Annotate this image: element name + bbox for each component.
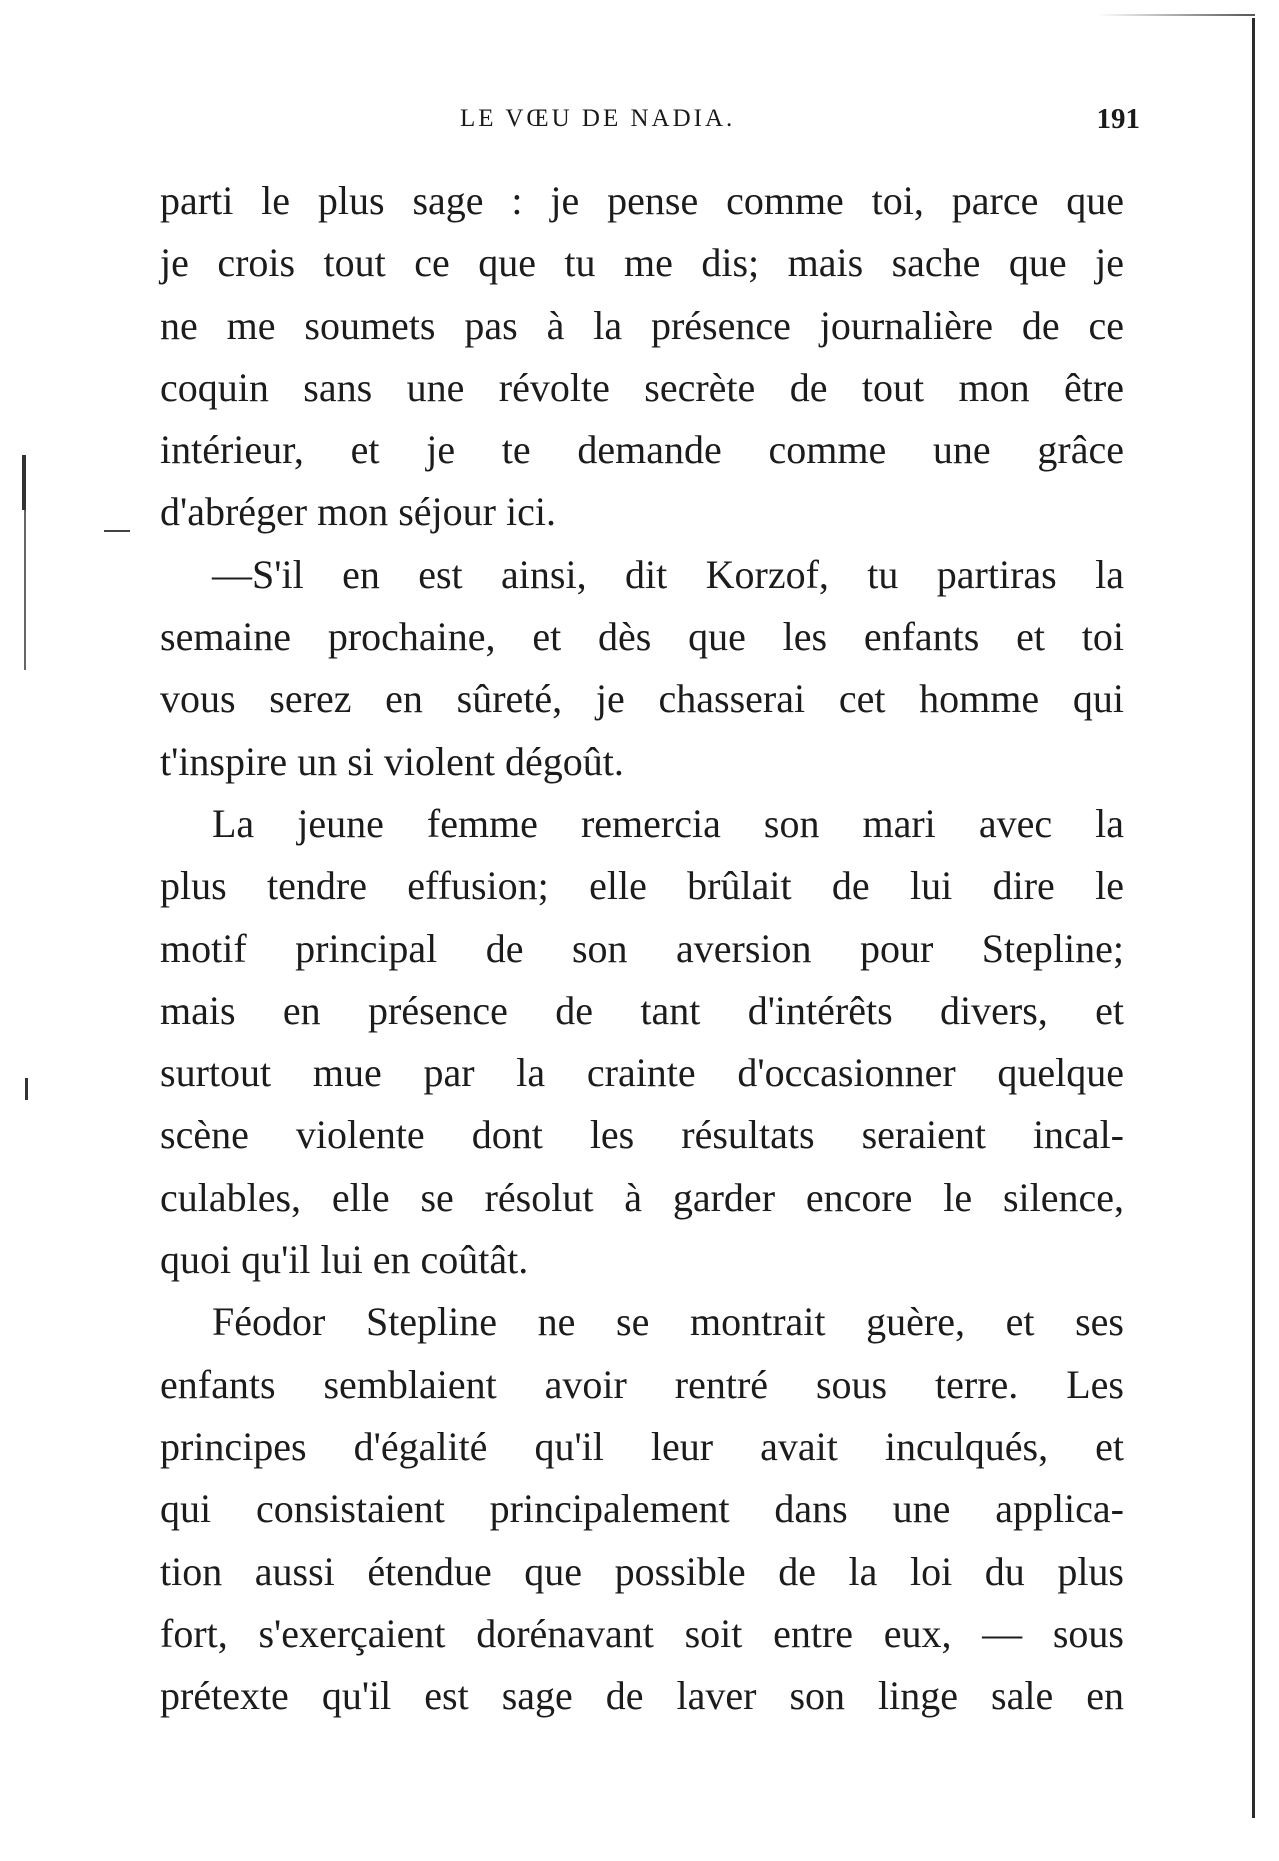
text-line: ne me soumets pas à la présence journalière de ce (160, 302, 1124, 348)
text-line: mais en présence de tant d'intérêts divers, et (160, 987, 1124, 1033)
running-title: LE VŒU DE NADIA. (460, 105, 736, 132)
text-line: coquin sans une révolte secrète de tout mon être (160, 364, 1124, 410)
binding-mark (22, 455, 26, 510)
text-line: scène violente dont les résultats seraient incal- (160, 1112, 1124, 1158)
text-line: La jeune femme remercia son mari avec la (212, 800, 1124, 846)
text-line: principes d'égalité qu'il leur avait inculqués, et (160, 1423, 1124, 1469)
text-line: —S'il en est ainsi, dit Korzof, tu partiras la (212, 551, 1124, 597)
text-line: qui consistaient principalement dans une applica- (160, 1486, 1124, 1532)
text-line: fort, s'exerçaient dorénavant soit entre eux, — sous (160, 1610, 1124, 1656)
binding-mark (24, 510, 26, 670)
page-header (160, 105, 1140, 145)
scan-top-edge (1098, 14, 1255, 16)
text-line: enfants semblaient avoir rentré sous terre. Les (160, 1361, 1124, 1407)
text-line: vous serez en sûreté, je chasserai cet homme qui (160, 676, 1124, 722)
text-line: d'abréger mon séjour ici. (160, 489, 556, 535)
binding-mark (25, 1078, 28, 1100)
body-text (160, 170, 1124, 1727)
binding-mark (104, 530, 130, 532)
text-line: t'inspire un si violent dégoût. (160, 738, 624, 784)
scan-right-edge (1252, 18, 1255, 1818)
text-line: je crois tout ce que tu me dis; mais sache que je (160, 240, 1124, 286)
text-line: motif principal de son aversion pour Stepline; (160, 925, 1124, 971)
text-line: semaine prochaine, et dès que les enfants et toi (160, 614, 1124, 660)
text-line: Féodor Stepline ne se montrait guère, et ses (212, 1299, 1124, 1345)
text-line: intérieur, et je te demande comme une grâce (160, 427, 1124, 473)
text-line: quoi qu'il lui en coûtât. (160, 1237, 529, 1283)
text-line: culables, elle se résolut à garder encore le silence, (160, 1174, 1124, 1220)
text-line: parti le plus sage : je pense comme toi, parce que (160, 178, 1124, 223)
page-number: 191 (1096, 103, 1140, 135)
text-line: prétexte qu'il est sage de laver son linge sale en (160, 1673, 1124, 1719)
text-line: surtout mue par la crainte d'occasionner quelque (160, 1050, 1124, 1096)
text-line: plus tendre effusion; elle brûlait de lui dire le (160, 863, 1124, 909)
text-line: tion aussi étendue que possible de la loi du plus (160, 1548, 1124, 1594)
